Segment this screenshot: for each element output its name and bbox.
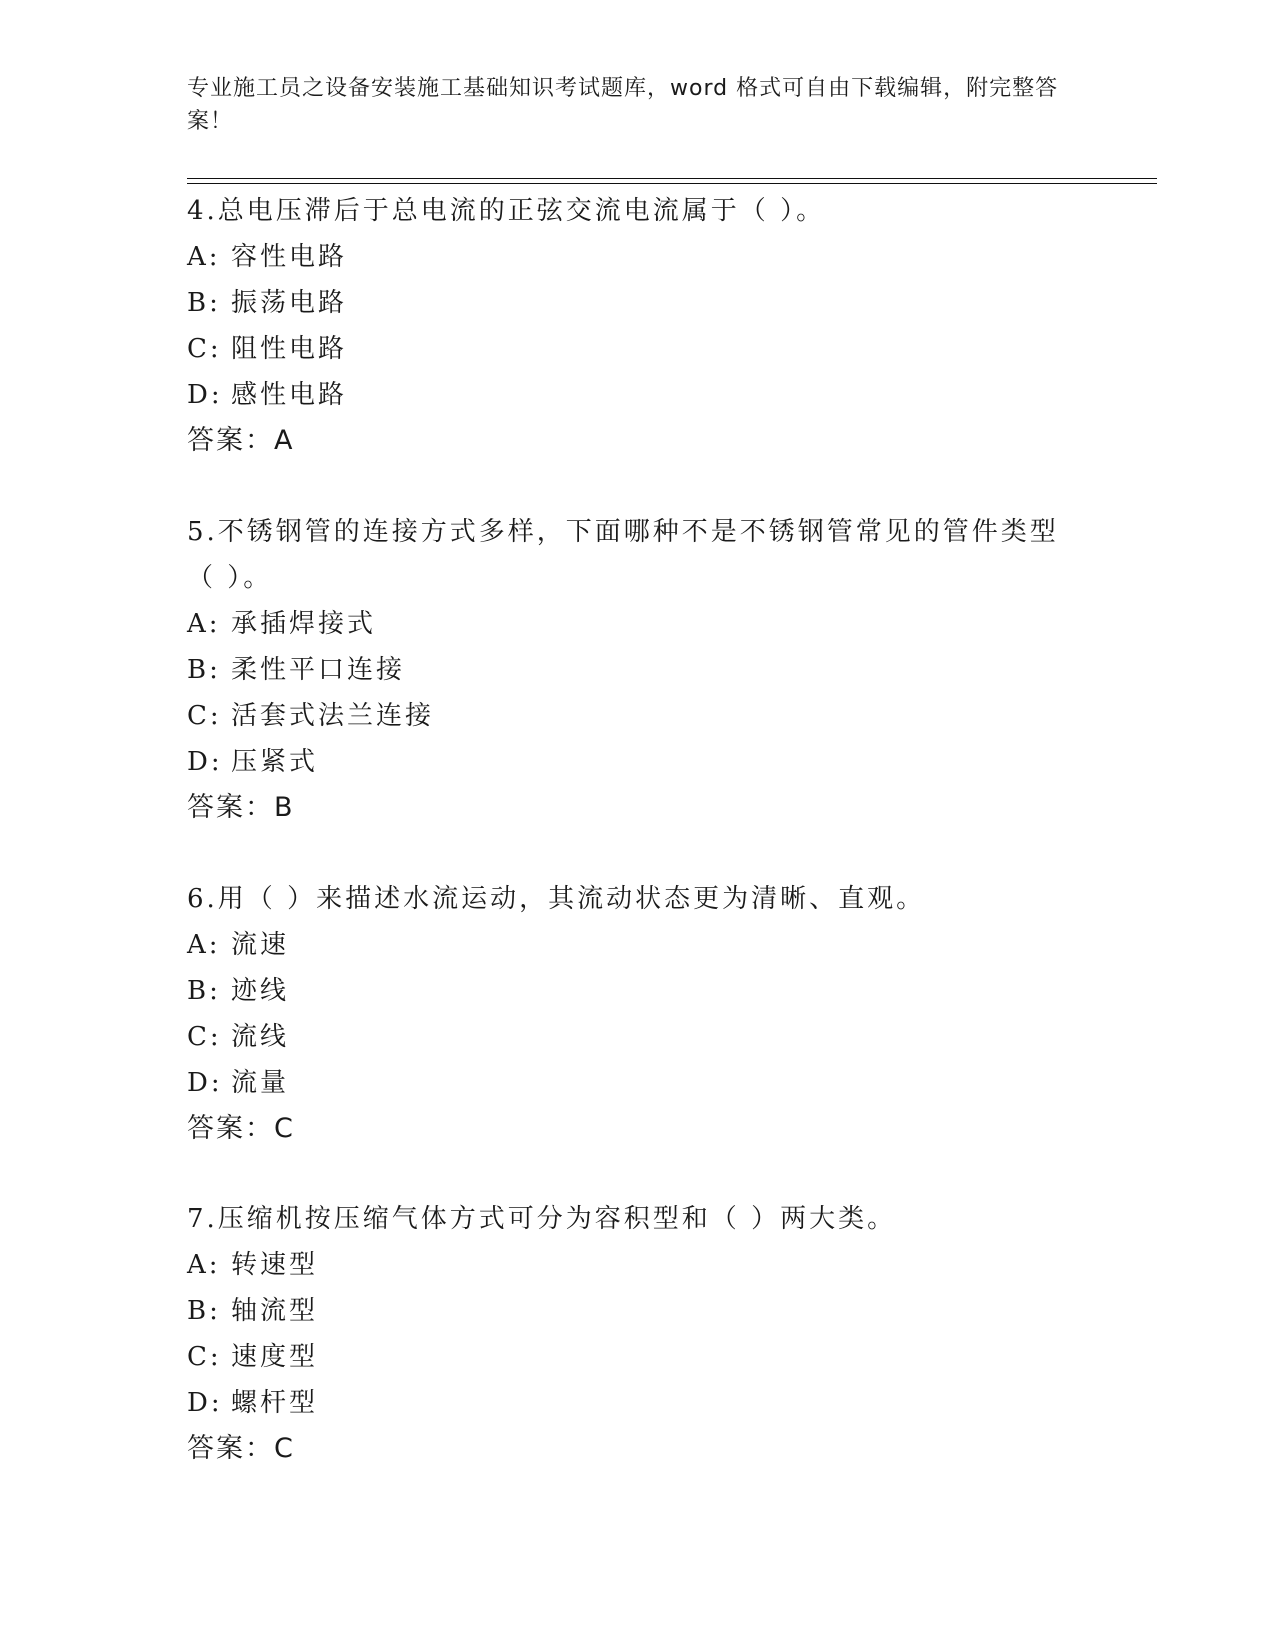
option-text: 流量	[231, 1068, 290, 1098]
option-c	[187, 1014, 1087, 1060]
option-letter: D:	[187, 1388, 223, 1418]
option-text: 流线	[231, 1022, 290, 1052]
option-d	[187, 739, 1087, 785]
option-letter: B:	[187, 1296, 221, 1326]
option-letter: C:	[187, 1342, 222, 1372]
option-letter: D:	[187, 1068, 223, 1098]
option-letter: B:	[187, 288, 221, 318]
option-text: 流速	[231, 930, 290, 960]
question-6	[187, 876, 1087, 1152]
option-letter: D:	[187, 747, 223, 777]
option-text: 容性电路	[231, 242, 348, 272]
option-letter: A:	[187, 242, 221, 272]
answer-line: 答案：C	[187, 1433, 295, 1464]
option-d	[187, 1060, 1087, 1106]
option-text: 阻性电路	[231, 334, 348, 364]
option-letter: C:	[187, 1022, 222, 1052]
option-text: 压紧式	[231, 747, 319, 777]
answer-line: 答案：A	[187, 425, 295, 456]
question-4	[187, 188, 1087, 464]
question-7	[187, 1196, 1087, 1472]
question-5	[187, 509, 1087, 831]
option-c	[187, 693, 1087, 739]
option-letter: B:	[187, 976, 221, 1006]
option-a	[187, 234, 1087, 280]
header-divider-bottom	[187, 183, 1157, 184]
option-text: 活套式法兰连接	[231, 701, 435, 731]
answer-line: 答案：B	[187, 792, 295, 823]
option-c	[187, 326, 1087, 372]
option-b	[187, 1288, 1087, 1334]
option-text: 螺杆型	[231, 1388, 319, 1418]
option-d	[187, 372, 1087, 418]
option-text: 迹线	[231, 976, 290, 1006]
option-text: 轴流型	[231, 1296, 319, 1326]
answer-line: 答案：C	[187, 1113, 295, 1144]
question-stem: 6.用（ ）来描述水流运动，其流动状态更为清晰、直观。	[187, 884, 926, 914]
option-letter: D:	[187, 380, 223, 410]
option-letter: A:	[187, 609, 221, 639]
option-text: 柔性平口连接	[231, 655, 406, 685]
option-c	[187, 1334, 1087, 1380]
option-letter: A:	[187, 930, 221, 960]
option-a	[187, 1242, 1087, 1288]
option-b	[187, 968, 1087, 1014]
question-stem: 7.压缩机按压缩气体方式可分为容积型和（ ）两大类。	[187, 1204, 897, 1234]
document-header: 专业施工员之设备安装施工基础知识考试题库，word 格式可自由下载编辑，附完整答案！	[187, 76, 1059, 134]
question-stem: 4.总电压滞后于总电流的正弦交流电流属于（ ）。	[187, 196, 826, 226]
option-letter: A:	[187, 1250, 221, 1280]
option-letter: B:	[187, 655, 221, 685]
option-a	[187, 601, 1087, 647]
option-text: 速度型	[231, 1342, 319, 1372]
option-text: 承插焊接式	[231, 609, 377, 639]
option-text: 转速型	[231, 1250, 319, 1280]
question-stem: 5.不锈钢管的连接方式多样，下面哪种不是不锈钢管常见的管件类型（ ）。	[187, 517, 1059, 593]
option-letter: C:	[187, 701, 222, 731]
option-b	[187, 647, 1087, 693]
option-d	[187, 1380, 1087, 1426]
option-b	[187, 280, 1087, 326]
option-text: 振荡电路	[231, 288, 348, 318]
option-letter: C:	[187, 334, 222, 364]
option-a	[187, 922, 1087, 968]
header-divider-top	[187, 178, 1157, 179]
option-text: 感性电路	[231, 380, 348, 410]
